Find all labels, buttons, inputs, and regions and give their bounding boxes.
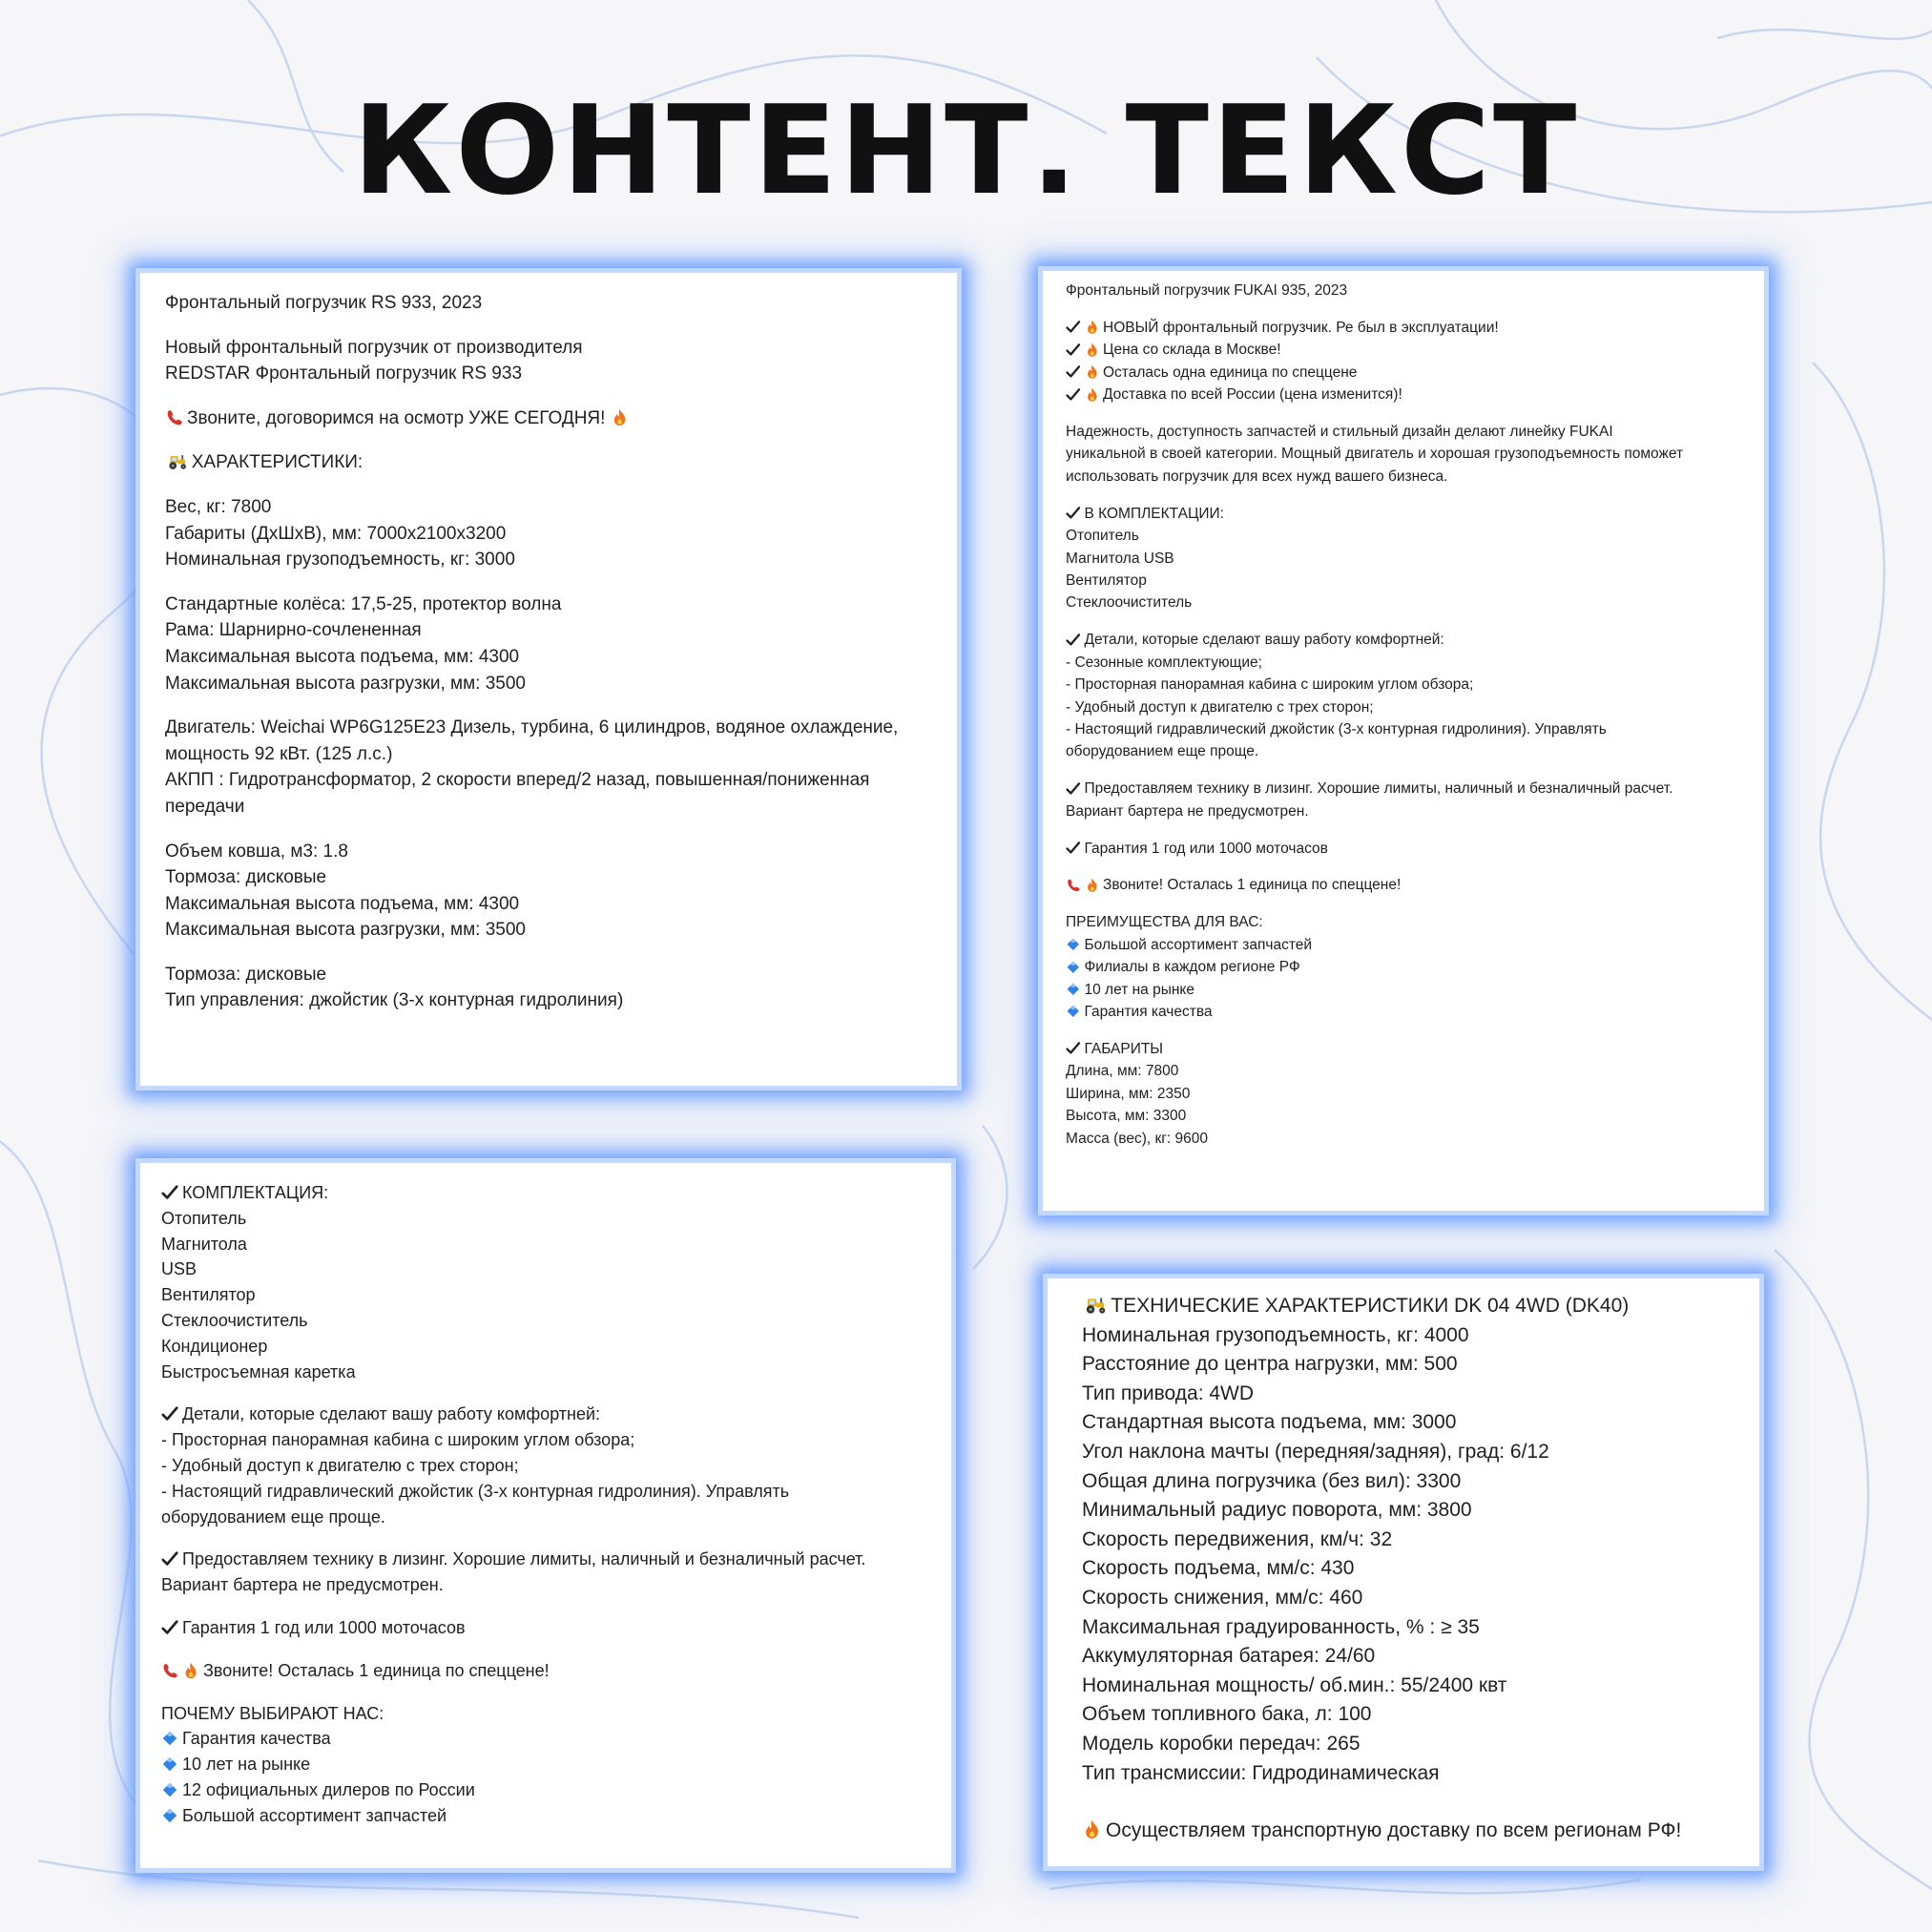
text-line: [1066, 696, 1741, 718]
line-text: - Удобный доступ к двигателю с трех сторон;: [161, 1455, 519, 1475]
blank-line: [161, 1641, 930, 1658]
phone-icon: [165, 408, 183, 426]
text-line: [161, 1726, 930, 1752]
tractor-icon: [165, 452, 188, 470]
text-line: [165, 987, 932, 1014]
text-line: [1066, 525, 1741, 547]
card-fukai: [1038, 266, 1769, 1215]
text-line: [1082, 1584, 1725, 1613]
line-text: Звоните! Осталась 1 единица по спеццене!: [1103, 877, 1402, 894]
line-text: Большой ассортимент запчастей: [182, 1805, 447, 1825]
line-text: Вариант бартера не предусмотрен.: [161, 1575, 444, 1595]
blank-line: [1082, 1788, 1725, 1817]
blank-line: [161, 1684, 930, 1701]
line-text: Угол наклона мачты (передняя/задняя), град: 6/12: [1082, 1440, 1549, 1463]
line-text: Объем ковша, м3: 1.8: [165, 841, 348, 862]
fire-icon: [611, 408, 629, 426]
diamond-icon: [1066, 937, 1081, 952]
text-line: [1082, 1350, 1725, 1380]
line-text: уникальной в своей категории. Мощный двигатель и хорошая грузоподъемность поможет: [1066, 446, 1684, 463]
line-text: ПРЕИМУЩЕСТВА ДЛЯ ВАС:: [1066, 914, 1263, 931]
text-line: [1066, 1083, 1741, 1105]
text-line: [161, 1427, 930, 1453]
line-text: ПОЧЕМУ ВЫБИРАЮТ НАС:: [161, 1703, 384, 1723]
line-text: Высота, мм: 3300: [1066, 1108, 1187, 1125]
text-line: [1066, 421, 1741, 443]
text-line: [165, 521, 932, 548]
blank-line: [1066, 897, 1741, 912]
line-text: Доставка по всей России (цена изменится)!: [1103, 386, 1402, 404]
diamond-icon: [161, 1730, 178, 1747]
text-line: [1082, 1292, 1725, 1321]
line-text: Стандартная высота подъема, мм: 3000: [1082, 1411, 1457, 1434]
text-line: [161, 1206, 930, 1232]
blank-line: [161, 1384, 930, 1402]
line-text: Масса (вес), кг: 9600: [1066, 1130, 1209, 1147]
diamond-icon: [1066, 960, 1081, 975]
text-line: [165, 592, 932, 618]
blank-line: [1066, 488, 1741, 503]
line-text: Вариант бартера не предусмотрен.: [1066, 802, 1309, 820]
text-line: [1066, 317, 1741, 339]
text-line: [165, 361, 932, 387]
line-text: Скорость снижения, мм/с: 460: [1082, 1586, 1363, 1609]
blank-line: [165, 476, 932, 494]
page-title: КОНТЕНТ. ТЕКСТ: [352, 80, 1580, 222]
line-text: Гарантия качества: [182, 1729, 331, 1749]
text-line: [165, 617, 932, 644]
check-icon: [1066, 320, 1081, 335]
text-line: [1082, 1496, 1725, 1526]
line-text: Звоните, договоримся на осмотр УЖЕ СЕГОДНЯ!: [187, 407, 606, 428]
line-text: Номинальная мощность/ об.мин.: 55/2400 квт: [1082, 1673, 1507, 1696]
text-line: [1066, 1001, 1741, 1023]
blank-line: [165, 387, 932, 405]
text-line: [161, 1453, 930, 1479]
line-text: Тип привода: 4WD: [1082, 1381, 1255, 1404]
diamond-icon: [161, 1781, 178, 1798]
line-text: оборудованием еще проще.: [161, 1506, 385, 1527]
text-line: [161, 1803, 930, 1829]
line-text: ГАБАРИТЫ: [1084, 1040, 1164, 1057]
line-text: Скорость подъема, мм/с: 430: [1082, 1557, 1355, 1580]
line-text: В КОМПЛЕКТАЦИИ:: [1084, 505, 1224, 522]
diamond-icon: [161, 1807, 178, 1824]
text-line: [165, 405, 932, 432]
check-icon: [161, 1550, 178, 1568]
check-icon: [1066, 781, 1081, 797]
text-line: [1066, 339, 1741, 361]
text-line: [1066, 934, 1741, 956]
text-line: [161, 1402, 930, 1427]
text-line: [1082, 1700, 1725, 1730]
text-line: [165, 449, 932, 476]
line-text: 10 лет на рынке: [182, 1755, 311, 1775]
line-text: Магнитола: [161, 1234, 247, 1254]
text-line: [1066, 1105, 1741, 1127]
check-icon: [161, 1405, 178, 1423]
text-line: [1082, 1817, 1725, 1846]
text-line: [1066, 384, 1741, 405]
text-line: [161, 1658, 930, 1684]
diamond-icon: [161, 1755, 178, 1773]
text-line: [165, 741, 932, 768]
text-line: [1066, 718, 1741, 740]
text-line: [1066, 979, 1741, 1001]
blank-line: [1066, 822, 1741, 838]
fire-icon: [1082, 1819, 1102, 1839]
line-text: Вес, кг: 7800: [165, 496, 272, 517]
text-line: [161, 1180, 930, 1206]
line-text: мощность 92 кВт. (125 л.с.): [165, 743, 393, 764]
text-line: [1066, 466, 1741, 488]
line-text: Звоните! Осталась 1 единица по спеццене!: [203, 1660, 550, 1680]
line-text: 12 официальных дилеров по России: [182, 1779, 475, 1799]
text-line: [161, 1701, 930, 1727]
line-text: ХАРАКТЕРИСТИКИ:: [191, 452, 364, 473]
text-line: [1066, 548, 1741, 570]
tractor-icon: [1082, 1295, 1107, 1315]
line-text: Модель коробки передач: 265: [1082, 1732, 1361, 1755]
text-line: [1082, 1467, 1725, 1497]
line-text: Гарантия 1 год или 1000 моточасов: [182, 1617, 466, 1637]
line-text: Аккумуляторная батарея: 24/60: [1082, 1645, 1376, 1668]
line-text: НОВЫЙ фронтальный погрузчик. Ре был в эксплуатации!: [1103, 319, 1499, 336]
text-line: [1066, 503, 1741, 525]
line-text: ТЕХНИЧЕСКИЕ ХАРАКТЕРИСТИКИ DK 04 4WD (DK40): [1111, 1295, 1630, 1317]
blank-line: [1066, 406, 1741, 422]
text-line: [161, 1308, 930, 1334]
text-line: [1066, 592, 1741, 613]
line-text: Общая длина погрузчика (без вил): 3300: [1082, 1469, 1462, 1492]
text-line: [161, 1752, 930, 1777]
text-line: [1082, 1759, 1725, 1789]
line-text: - Просторная панорамная кабина с широким углом обзора;: [1066, 676, 1474, 694]
line-text: Максимальная высота подъема, мм: 4300: [165, 893, 520, 914]
card-rs933: [135, 268, 962, 1091]
check-icon: [161, 1619, 178, 1636]
text-line: [1082, 1321, 1725, 1351]
text-line: [1066, 740, 1741, 762]
text-line: [161, 1505, 930, 1530]
line-text: Детали, которые сделают вашу работу комфортней:: [182, 1404, 601, 1424]
line-text: Гарантия 1 год или 1000 моточасов: [1084, 840, 1328, 857]
line-text: Новый фронтальный погрузчик от производителя: [165, 337, 583, 358]
text-line: [165, 891, 932, 918]
blank-line: [1066, 614, 1741, 630]
line-text: Гарантия качества: [1084, 1003, 1213, 1020]
text-line: [161, 1479, 930, 1505]
text-line: [1066, 1128, 1741, 1150]
blank-line: [1066, 1023, 1741, 1038]
line-text: передачи: [165, 796, 245, 817]
line-text: Осуществляем транспортную доставку по всем регионам РФ!: [1106, 1819, 1682, 1842]
line-text: Скорость передвижения, км/ч: 32: [1082, 1527, 1393, 1550]
fire-icon: [1085, 320, 1100, 335]
text-line: [165, 494, 932, 521]
text-line: [1066, 629, 1741, 651]
text-line: [165, 715, 932, 741]
text-line: [1066, 1060, 1741, 1082]
text-line: [1082, 1672, 1725, 1701]
line-text: Тип управления: джойстик (3-х контурная гидролиния): [165, 990, 624, 1011]
blank-line: [1066, 301, 1741, 317]
line-text: Номинальная грузоподъемность, кг: 3000: [165, 550, 515, 571]
text-line: [1082, 1554, 1725, 1584]
text-line: [165, 962, 932, 988]
line-text: использовать погрузчик для всех нужд вашего бизнеса.: [1066, 467, 1448, 485]
line-text: Расстояние до центра нагрузки, мм: 500: [1082, 1353, 1458, 1376]
line-text: Осталась одна единица по спеццене: [1103, 364, 1358, 381]
text-line: [1066, 674, 1741, 696]
line-text: Двигатель: Weichai WP6G125E23 Дизель, турбина, 6 цилиндров, водяное охлаждение,: [165, 717, 899, 738]
text-line: [1066, 800, 1741, 822]
line-text: Ширина, мм: 2350: [1066, 1085, 1191, 1102]
line-text: Кондиционер: [161, 1336, 268, 1356]
fire-icon: [1085, 364, 1100, 380]
line-text: REDSTAR Фронтальный погрузчик RS 933: [165, 364, 523, 384]
card-dk04: [1043, 1274, 1764, 1871]
line-text: Тормоза: дисковые: [165, 867, 327, 888]
blank-line: [165, 944, 932, 962]
line-text: - Просторная панорамная кабина с широким углом обзора;: [161, 1430, 635, 1450]
line-text: КОМПЛЕКТАЦИЯ:: [182, 1183, 329, 1202]
text-line: [1082, 1613, 1725, 1643]
text-line: [1066, 362, 1741, 384]
blank-line: [165, 573, 932, 592]
text-line: [1066, 570, 1741, 592]
check-icon: [1066, 506, 1081, 521]
fire-icon: [1085, 878, 1100, 893]
check-icon: [1066, 1041, 1081, 1056]
card-komplektaciya: [135, 1158, 956, 1873]
line-text: Предоставляем технику в лизинг. Хорошие лимиты, наличный и безналичный расчет.: [182, 1549, 866, 1569]
text-line: [1066, 956, 1741, 978]
line-text: Стеклоочиститель: [1066, 594, 1193, 612]
check-icon: [1066, 633, 1081, 648]
line-text: Номинальная грузоподъемность, кг: 4000: [1082, 1323, 1469, 1346]
text-line: [161, 1257, 930, 1282]
text-line: [165, 290, 932, 317]
check-icon: [1066, 387, 1081, 403]
line-text: Фронтальный погрузчик RS 933, 2023: [165, 293, 483, 313]
line-text: - Настоящий гидравлический джойстик (3-х контурная гидролиния). Управлять: [161, 1481, 790, 1501]
text-line: [1082, 1438, 1725, 1467]
line-text: АКПП : Гидротрансформатор, 2 скорости вперед/2 назад, повышенная/пониженная: [165, 770, 870, 791]
line-text: Максимальная высота разгрузки, мм: 3500: [165, 673, 526, 694]
line-text: Большой ассортимент запчастей: [1084, 936, 1313, 953]
text-line: [1066, 838, 1741, 860]
text-line: [161, 1615, 930, 1641]
text-line: [1082, 1730, 1725, 1759]
blank-line: [165, 821, 932, 839]
line-text: Максимальная высота разгрузки, мм: 3500: [165, 920, 526, 941]
line-text: Вентилятор: [1066, 571, 1147, 589]
blank-line: [1066, 860, 1741, 875]
line-text: оборудованием еще проще.: [1066, 743, 1259, 760]
line-text: Максимальная высота подъема, мм: 4300: [165, 646, 520, 667]
line-text: 10 лет на рынке: [1084, 981, 1195, 998]
phone-icon: [161, 1662, 178, 1679]
line-text: Цена со склада в Москве!: [1103, 342, 1281, 359]
line-text: Детали, которые сделают вашу работу комфортней:: [1084, 632, 1444, 649]
line-text: USB: [161, 1259, 197, 1279]
text-line: [161, 1572, 930, 1598]
text-line: [165, 864, 932, 891]
fire-icon: [1085, 343, 1100, 358]
text-line: [161, 1282, 930, 1308]
blank-line: [161, 1529, 930, 1547]
text-line: [161, 1547, 930, 1572]
text-line: [161, 1232, 930, 1257]
blank-line: [165, 696, 932, 715]
check-icon: [1066, 343, 1081, 358]
blank-line: [1066, 763, 1741, 779]
line-text: Предоставляем технику в лизинг. Хорошие лимиты, наличный и безналичный расчет.: [1084, 780, 1673, 798]
text-line: [165, 335, 932, 362]
text-line: [161, 1360, 930, 1385]
line-text: Тормоза: дисковые: [165, 964, 327, 985]
line-text: Тип трансмиссии: Гидродинамическая: [1082, 1761, 1440, 1784]
phone-icon: [1066, 878, 1081, 893]
line-text: Филиалы в каждом регионе РФ: [1084, 959, 1300, 976]
blank-line: [161, 1598, 930, 1615]
text-line: [1066, 280, 1741, 301]
text-line: [1082, 1380, 1725, 1409]
line-text: Вентилятор: [161, 1285, 256, 1305]
fire-icon: [182, 1662, 199, 1679]
check-icon: [1066, 841, 1081, 856]
line-text: Магнитола USB: [1066, 550, 1174, 567]
line-text: Фронтальный погрузчик FUKAI 935, 2023: [1066, 282, 1348, 299]
text-line: [165, 917, 932, 944]
line-text: - Настоящий гидравлический джойстик (3-х контурная гидролиния). Управлять: [1066, 720, 1607, 737]
text-line: [161, 1334, 930, 1360]
text-line: [1082, 1526, 1725, 1555]
line-text: Отопитель: [1066, 528, 1139, 545]
line-text: Максимальная градуированность, % : ≥ 35: [1082, 1615, 1480, 1638]
text-line: [1082, 1408, 1725, 1438]
text-line: [1066, 1038, 1741, 1060]
diamond-icon: [1066, 982, 1081, 997]
text-line: [165, 839, 932, 865]
text-line: [165, 767, 932, 794]
text-line: [161, 1777, 930, 1803]
fire-icon: [1085, 387, 1100, 403]
text-line: [1066, 778, 1741, 800]
text-line: [165, 547, 932, 573]
line-text: Быстросъемная каретка: [161, 1361, 356, 1381]
line-text: - Сезонные комплектующие;: [1066, 654, 1262, 671]
line-text: Длина, мм: 7800: [1066, 1063, 1179, 1080]
text-line: [1082, 1642, 1725, 1672]
text-line: [165, 794, 932, 821]
line-text: Рама: Шарнирно-сочлененная: [165, 620, 422, 641]
line-text: Отопитель: [161, 1208, 247, 1228]
line-text: - Удобный доступ к двигателю с трех сторон;: [1066, 698, 1374, 716]
check-icon: [1066, 364, 1081, 380]
text-line: [1066, 874, 1741, 896]
line-text: Габариты (ДхШхВ), мм: 7000x2100x3200: [165, 523, 507, 544]
line-text: Объем топливного бака, л: 100: [1082, 1703, 1372, 1726]
check-icon: [161, 1184, 178, 1201]
line-text: Стеклоочиститель: [161, 1310, 308, 1330]
text-line: [1066, 911, 1741, 933]
blank-line: [165, 317, 932, 335]
text-line: [165, 644, 932, 671]
line-text: Минимальный радиус поворота, мм: 3800: [1082, 1499, 1472, 1522]
blank-line: [165, 431, 932, 449]
line-text: Надежность, доступность запчастей и стильный дизайн делают линейку FUKAI: [1066, 424, 1613, 441]
text-line: [1066, 443, 1741, 465]
text-line: [165, 671, 932, 697]
text-line: [1066, 652, 1741, 674]
line-text: Стандартные колёса: 17,5-25, протектор волна: [165, 593, 562, 614]
diamond-icon: [1066, 1004, 1081, 1019]
